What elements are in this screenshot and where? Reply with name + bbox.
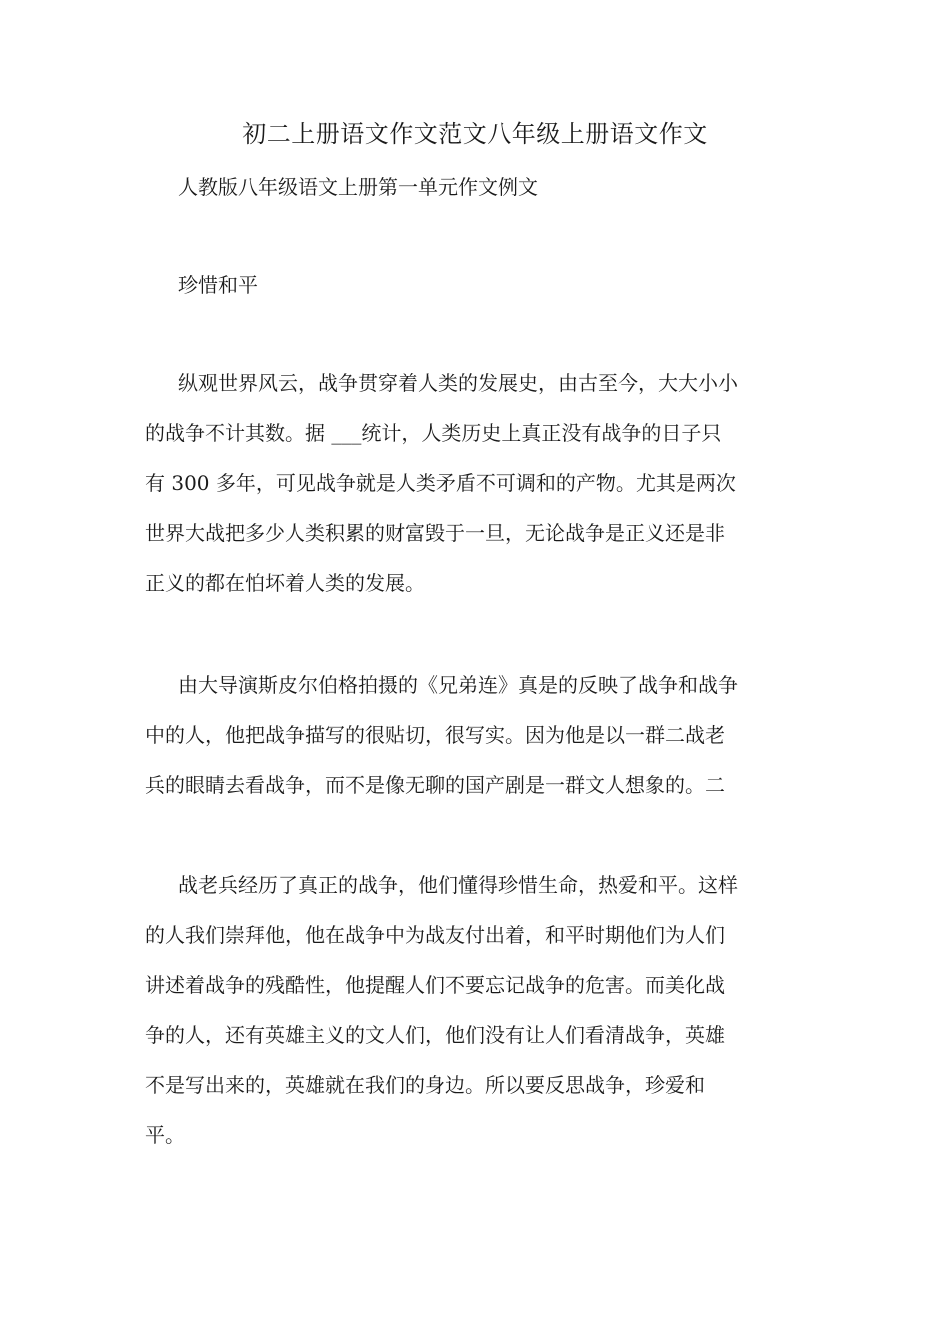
paragraph-line: 不是写出来的，英雄就在我们的身边。所以要反思战争，珍爱和 [145,1073,705,1097]
document-subtitle: 人教版八年级语文上册第一单元作文例文 [178,175,538,199]
paragraph-line: 争的人，还有英雄主义的文人们，他们没有让人们看清战争，英雄 [145,1023,725,1047]
paragraph-2 [145,660,810,810]
document-title: 初二上册语文作文范文八年级上册语文作文 [242,120,708,148]
paragraph-line: 中的人，他把战争描写的很贴切，很写实。因为他是以一群二战老 [145,723,725,747]
paragraph-3 [145,860,810,1160]
paragraph-line: 纵观世界风云，战争贯穿着人类的发展史，由古至今，大大小小 [178,371,738,395]
paragraph-line: 由大导演斯皮尔伯格拍摄的《兄弟连》真是的反映了战争和战争 [178,673,738,697]
paragraph-1 [145,358,810,608]
essay-title: 珍惜和平 [178,273,258,297]
paragraph-line: 战老兵经历了真正的战争，他们懂得珍惜生命，热爱和平。这样 [178,873,738,897]
paragraph-line: 平。 [145,1123,185,1147]
paragraph-line: 正义的都在怕坏着人类的发展。 [145,571,425,595]
paragraph-line: 的战争不计其数。据 ___统计，人类历史上真正没有战争的日子只 [145,421,722,445]
paragraph-line: 兵的眼睛去看战争，而不是像无聊的国产剧是一群文人想象的。二 [145,773,725,797]
paragraph-line: 讲述着战争的残酷性，他提醒人们不要忘记战争的危害。而美化战 [145,973,725,997]
paragraph-line: 有 300 多年，可见战争就是人类矛盾不可调和的产物。尤其是两次 [145,471,736,495]
paragraph-line: 的人我们崇拜他，他在战争中为战友付出着，和平时期他们为人们 [145,923,725,947]
paragraph-line: 世界大战把多少人类积累的财富毁于一旦，无论战争是正义还是非 [145,521,725,545]
